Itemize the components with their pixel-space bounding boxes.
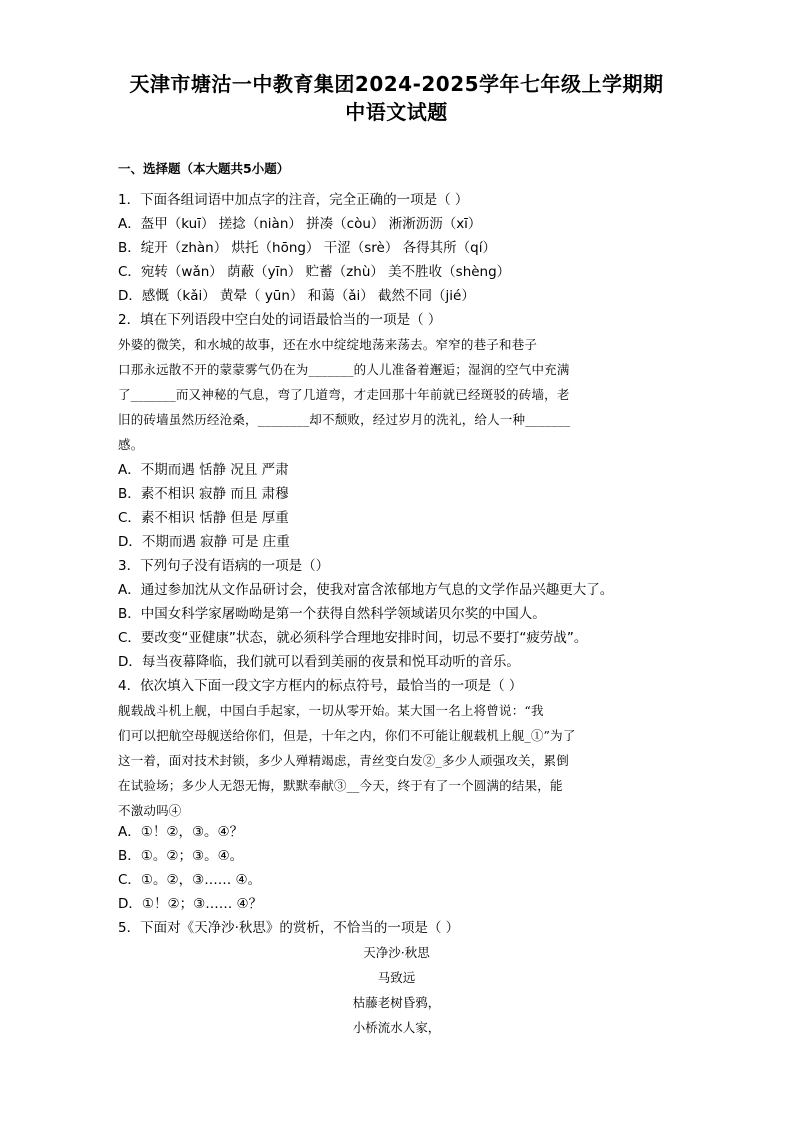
q4-option-c: C．①。②，③…… ④。	[118, 872, 262, 888]
poem-line: 枯藤老树昏鸦，	[352, 995, 441, 1010]
q3-stem: 3．下列句子没有语病的一项是（）	[118, 558, 330, 574]
q1-option-a: A．盔甲（kuī） 搓捻（niàn） 拼凑（còu） 淅淅沥沥（xī）	[118, 216, 482, 232]
q2-option-b: B．素不相识 寂静 而且 肃穆	[118, 486, 289, 502]
q3-option-c: C．要改变“亚健康”状态，就必须科学合理地安排时间，切忌不要打“疲劳战”。	[118, 630, 588, 646]
q1-stem: 1．下面各组词语中加点字的注音，完全正确的一项是（ ）	[118, 192, 469, 208]
poem-title: 天净沙·秋思	[363, 945, 430, 960]
q4-passage-line: 们可以把航空母舰送给你们，但是，十年之内，你们不可能让舰载机上舰_①”为了	[118, 728, 576, 743]
q4-passage-line: 舰载战斗机上舰，中国白手起家，一切从零开始。某大国一名上将曾说：“我	[118, 703, 544, 718]
q2-passage-line: 旧的砖墙虽然历经沧桑，________却不颓败，经过岁月的洗礼，给人一种_______	[118, 412, 571, 427]
q4-option-a: A．①！②，③。④？	[118, 824, 244, 840]
q1-option-b: B．绽开（zhàn） 烘托（hōng） 干涩（srè） 各得其所（qí）	[118, 240, 496, 256]
q4-passage-line: 这一着，面对技术封锁，多少人殚精竭虑，青丝变白发②_多少人顽强攻关，累倒	[118, 753, 569, 768]
poem-line: 小桥流水人家，	[352, 1020, 441, 1035]
q4-option-d: D．①！②；③…… ④？	[118, 896, 263, 912]
section-heading: 一、选择题（本大题共5小题）	[118, 161, 290, 176]
q2-passage-line: 口那永远散不开的蒙蒙雾气仍在为_______的人儿准备着邂逅；湿润的空气中充满	[118, 362, 570, 377]
q2-option-c: C．素不相识 恬静 但是 厚重	[118, 510, 289, 526]
q4-passage-line: 在试验场；多少人无怨无悔，默默奉献③__今天，终于有了一个圆满的结果，能	[118, 778, 563, 793]
q5-stem: 5．下面对《天净沙·秋思》的赏析，不恰当的一项是（ ）	[118, 920, 460, 936]
q2-stem: 2．填在下列语段中空白处的词语最恰当的一项是（ ）	[118, 312, 442, 328]
q2-option-d: D．不期而遇 寂静 可是 庄重	[118, 534, 290, 550]
q2-passage-line: 了_______而又神秘的气息，弯了几道弯，才走回那十年前就已经斑驳的砖墙，老	[118, 387, 570, 402]
q4-passage-line: 不激动吗④	[118, 803, 182, 818]
q2-option-a: A．不期而遇 恬静 况且 严肃	[118, 462, 289, 478]
exam-title-line1: 天津市塘沽一中教育集团2024-2025学年七年级上学期期	[129, 72, 664, 96]
q2-passage-line: 感。	[118, 437, 144, 452]
q3-option-b: B．中国女科学家屠呦呦是第一个获得自然科学领域诺贝尔奖的中国人。	[118, 606, 546, 622]
q1-option-d: D．感慨（kǎi） 黄晕（ yūn） 和蔼（ǎi） 截然不同（jié）	[118, 288, 475, 304]
exam-title-line2: 中语文试题	[345, 100, 448, 124]
q2-passage-line: 外婆的微笑，和水城的故事，还在水中绽绽地荡来荡去。窄窄的巷子和巷子	[118, 337, 538, 352]
q1-option-c: C．宛转（wǎn） 荫蔽（yīn） 贮蓄（zhù） 美不胜收（shèng）	[118, 264, 511, 280]
poem-author: 马致远	[377, 970, 416, 985]
q4-stem: 4．依次填入下面一段文字方框内的标点符号，最恰当的一项是（ ）	[118, 678, 523, 694]
q4-option-b: B．①。②；③。④。	[118, 848, 244, 864]
q3-option-d: D．每当夜幕降临，我们就可以看到美丽的夜景和悦耳动听的音乐。	[118, 654, 520, 670]
q3-option-a: A．通过参加沈从文作品研讨会，使我对富含浓郁地方气息的文学作品兴趣更大了。	[118, 582, 614, 598]
